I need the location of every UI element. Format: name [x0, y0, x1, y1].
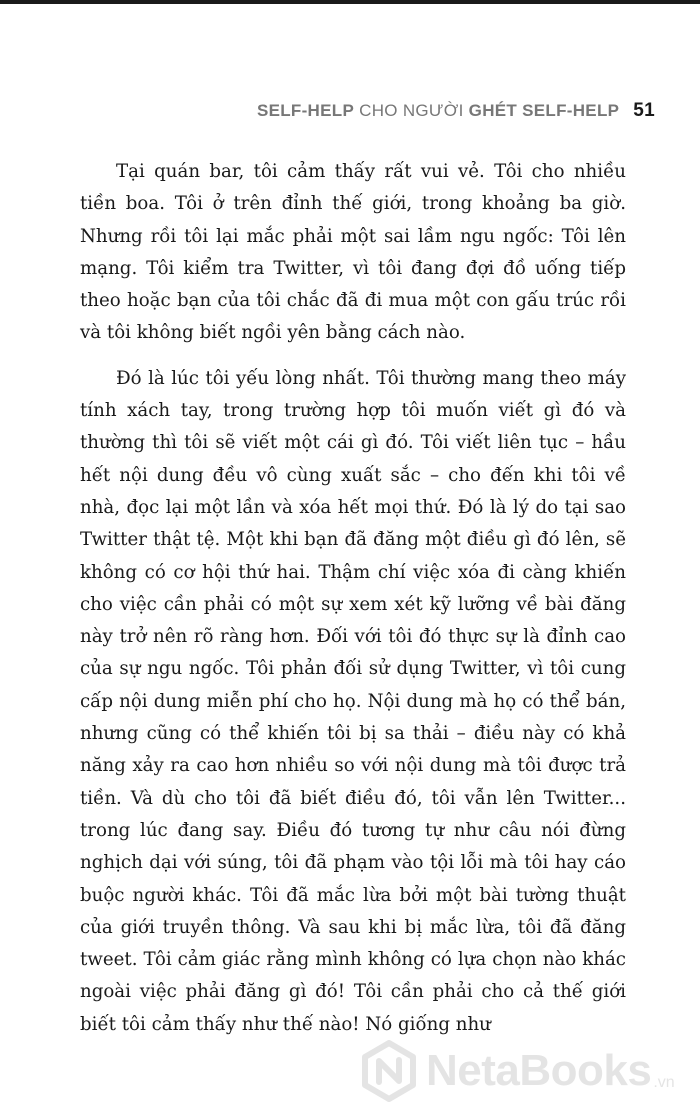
header-title-part3: GHÉT SELF-HELP: [468, 101, 620, 120]
page-number: 51: [633, 100, 655, 121]
body-text: [80, 156, 626, 1041]
running-header: [0, 100, 655, 122]
netabooks-logo-icon: [358, 1040, 420, 1102]
paragraph-2: Đó là lúc tôi yếu lòng nhất. Tôi thường mang theo máy tính xách tay, trong trường hợp tôi muốn viết gì đó và thường thì tôi sẽ viết một cái gì đó. Tôi viết liên tục – hầu hết nội dung đều vô cùng xuất sắc – cho đến khi tôi về nhà, đọc lại một lần và xóa hết mọi thứ. Đó là lý do tại sao Twitter thật tệ. Một khi bạn đã đăng một điều gì đó lên, sẽ không có cơ hội thứ hai. Thậm chí việc xóa đi càng khiến cho việc cần phải có một sự xem xét kỹ lưỡng về bài đăng này trở nên rõ ràng hơn. Đối với tôi đó thực sự là đỉnh cao của sự ngu ngốc. Tôi phản đối sử dụng Twitter, vì tôi cung cấp nội dung miễn phí cho họ. Nội dung mà họ có thể bán, nhưng cũng có thể khiến tôi bị sa thải – điều này có khả năng xảy ra cao hơn nhiều so với nội dung mà tôi được trả tiền. Và dù cho tôi đã biết điều đó, tôi vẫn lên Twitter... trong lúc đang say. Điều đó tương tự như câu nói đừng nghịch dại với súng, tôi đã phạm vào tội lỗi mà tôi hay cáo buộc người khác. Tôi đã mắc lừa bởi một bài tường thuật của giới truyền thông. Và sau khi bị mắc lừa, tôi đã đăng tweet. Tôi cảm giác rằng mình không có lựa chọn nào khác ngoài việc phải đăng gì đó! Tôi cần phải cho cả thế giới biết tôi cảm thấy như thế nào! Nó giống như: [80, 367, 626, 1035]
header-title-part1: SELF-HELP: [256, 101, 355, 120]
paragraph-1: Tại quán bar, tôi cảm thấy rất vui vẻ. Tôi cho nhiều tiền boa. Tôi ở trên đỉnh thế giới, trong khoảng ba giờ. Nhưng rồi tôi lại mắc phải một sai lầm ngu ngốc: Tôi lên mạng. Tôi kiểm tra Twitter, vì tôi đang đợi đồ uống tiếp theo hoặc bạn của tôi chắc đã đi mua một con gấu trúc rồi và tôi không biết ngồi yên bằng cách nào.: [80, 161, 626, 344]
watermark-suffix: .vn: [653, 1074, 675, 1091]
header-title-part2: CHO NGƯỜI: [354, 101, 469, 120]
watermark: [358, 1040, 675, 1102]
top-rule: [0, 0, 700, 4]
watermark-brand: NetaBooks: [426, 1046, 652, 1095]
